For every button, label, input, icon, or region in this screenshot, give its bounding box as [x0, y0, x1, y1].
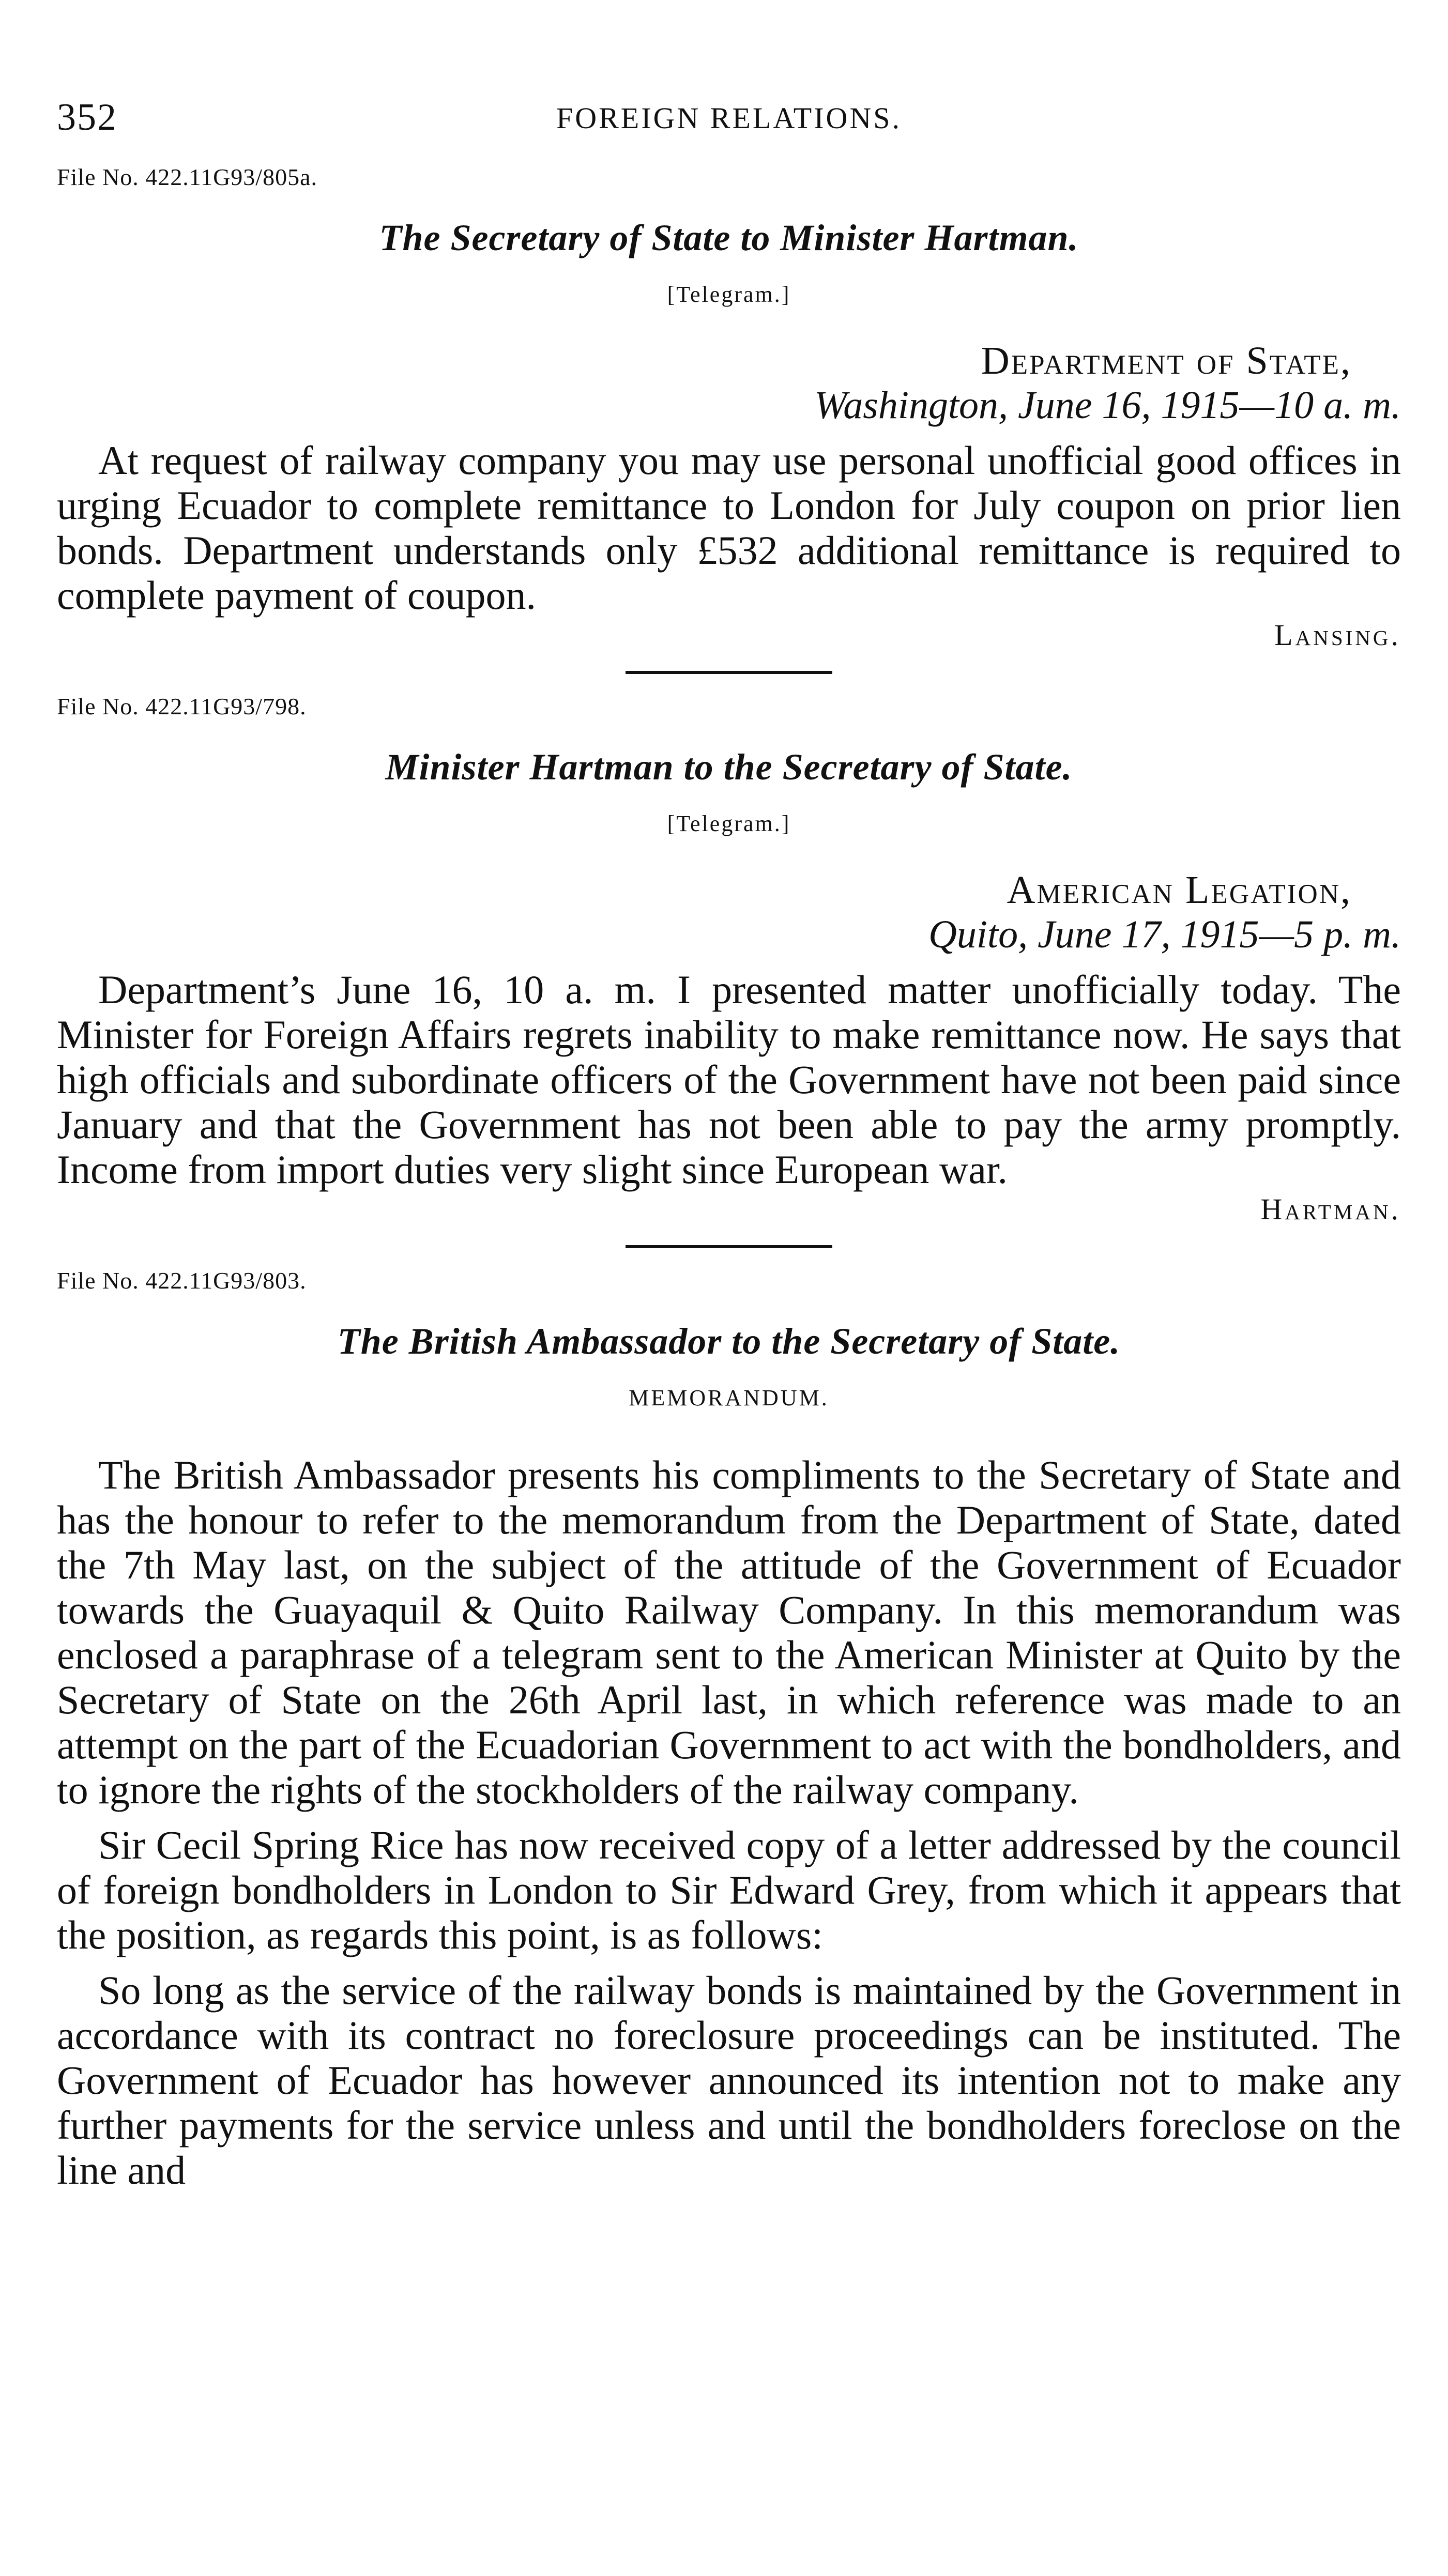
body-paragraph: Sir Cecil Spring Rice has now received copy of a letter addressed by the council of foreign bondholders in London to Sir Edward Grey, from which it appears that the position, as regards this point, is as follows: — [57, 1822, 1401, 1957]
running-title: FOREIGN RELATIONS. — [556, 101, 902, 135]
dateline-place: Department of State, — [981, 339, 1352, 382]
document-page — [57, 78, 1401, 2192]
running-head — [57, 78, 1401, 139]
document-heading: Minister Hartman to the Secretary of State. — [385, 746, 1073, 788]
document-telegram-lansing — [57, 163, 1401, 652]
file-number: File No. 422.11G93/805a. — [57, 164, 317, 190]
dateline — [57, 339, 1401, 427]
document-memorandum — [57, 1267, 1401, 2192]
dateline-date: Quito, June 17, 1915—5 p. m. — [928, 913, 1401, 956]
section-divider — [626, 671, 832, 674]
document-telegram-hartman — [57, 693, 1401, 1226]
body-paragraph: At request of railway company you may use personal unofficial good offices in urging Ecuador to complete remittance to London for July coupon on prior lien bonds. Department understands only £532 additional remittance is required to complete payment of coupon. — [57, 438, 1401, 618]
section-divider — [626, 1245, 832, 1248]
document-type-label: [Telegram.] — [667, 811, 791, 836]
dateline-date: Washington, June 16, 1915—10 a. m. — [814, 384, 1401, 427]
document-heading: The Secretary of State to Minister Hartman. — [379, 217, 1079, 258]
document-type-label: MEMORANDUM. — [629, 1385, 829, 1410]
signature: Lansing. — [1274, 618, 1401, 652]
dateline — [57, 868, 1401, 957]
document-heading: The British Ambassador to the Secretary of State. — [337, 1321, 1121, 1362]
dateline-place: American Legation, — [1007, 868, 1352, 912]
document-type-label: [Telegram.] — [667, 282, 791, 307]
page-number: 352 — [57, 96, 117, 139]
body-paragraph: Department’s June 16, 10 a. m. I presented matter unofficially today. The Minister for Foreign Affairs regrets inability to make remittance now. He says that high officials and subordinate officers of the Government have not been paid since January and that the Government has not been able to pay the army promptly. Income from import duties very slight since European war. — [57, 967, 1401, 1192]
body-paragraph: So long as the service of the railway bonds is maintained by the Government in accordance with its contract no foreclosure proceedings can be instituted. The Government of Ecuador has however announced its intention not to make any further payments for the service unless and until the bondholders foreclose on the line and — [57, 1968, 1401, 2192]
file-number: File No. 422.11G93/798. — [57, 693, 307, 719]
signature: Hartman. — [1260, 1192, 1401, 1226]
file-number: File No. 422.11G93/803. — [57, 1267, 307, 1294]
body-paragraph: The British Ambassador presents his compliments to the Secretary of State and has the honour to refer to the memorandum from the Department of State, dated the 7th May last, on the subject of the attitude of the Government of Ecuador towards the Guayaquil & Quito Railway Company. In this memorandum was enclosed a paraphrase of a telegram sent to the American Minister at Quito by the Secretary of State on the 26th April last, in which reference was made to an attempt on the part of the Ecuadorian Government to act with the bondholders, and to ignore the rights of the stockholders of the railway company. — [57, 1452, 1401, 1812]
